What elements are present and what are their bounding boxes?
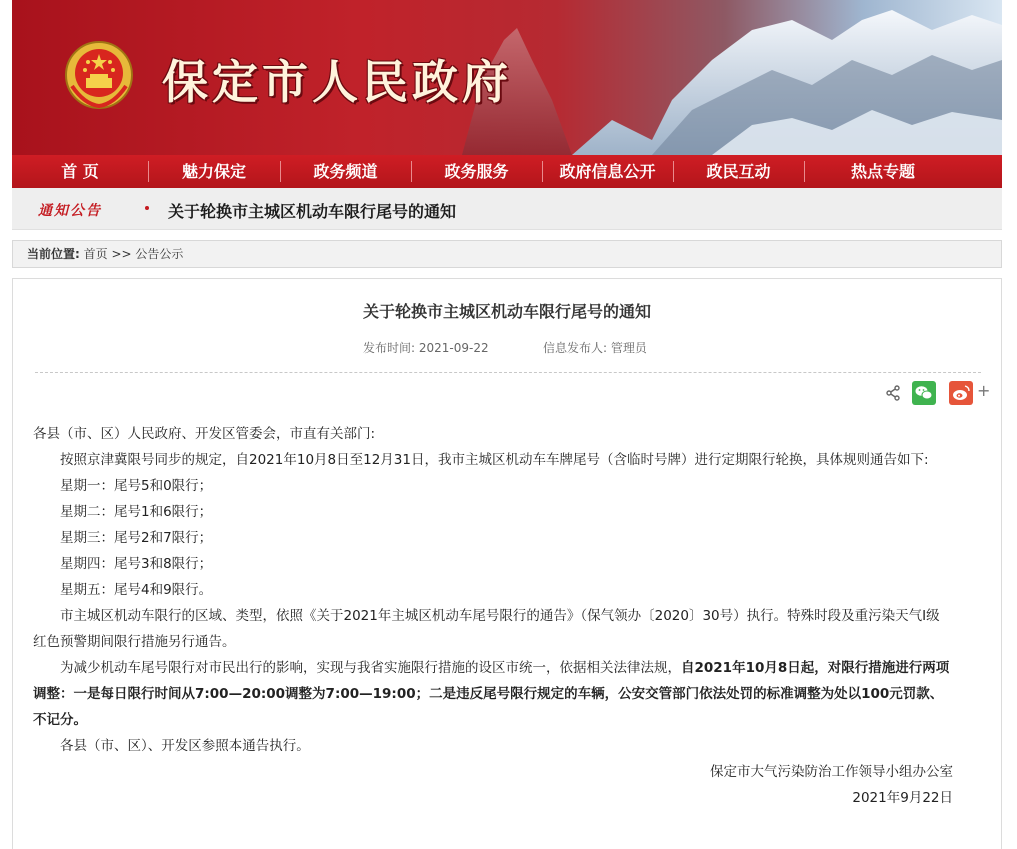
breadcrumb-separator: >> bbox=[111, 247, 132, 261]
breadcrumb-section-link[interactable]: 公告公示 bbox=[135, 247, 184, 261]
article-title: 关于轮换市主城区机动车限行尾号的通知 bbox=[362, 302, 651, 321]
national-emblem-icon bbox=[64, 40, 134, 110]
paragraph-3-bold-text: 自2021年10月8日起，对限行措施进行两项调整：一是每日限行时间从7:00—20:00调整为7:00—19:00；二是违反尾号限行规定的车辆，公安交管部门依法处罚的标准调整为处以100元罚款、不记分。 bbox=[33, 660, 950, 728]
nav-item-hot-topics[interactable]: 热点专题 bbox=[804, 155, 1002, 188]
article-container bbox=[12, 278, 1002, 849]
breadcrumb-home-link[interactable]: 首页 bbox=[83, 247, 108, 261]
main-nav bbox=[12, 155, 1002, 188]
schedule-friday: 星期五：尾号4和9限行。 bbox=[60, 582, 213, 598]
nav-item-info-disclosure[interactable]: 政府信息公开 bbox=[542, 155, 673, 188]
bullet-icon bbox=[145, 206, 149, 210]
paragraph-4: 各县（市、区）、开发区参照本通告执行。 bbox=[60, 738, 310, 754]
schedule-tuesday: 星期二：尾号1和6限行； bbox=[60, 504, 213, 520]
publisher bbox=[543, 339, 647, 356]
share-icon[interactable] bbox=[885, 385, 901, 401]
publisher-label: 信息发布人: bbox=[543, 341, 608, 355]
article-body bbox=[33, 421, 953, 811]
weibo-icon[interactable] bbox=[949, 381, 973, 405]
notice-link[interactable]: 关于轮换市主城区机动车限行尾号的通知 bbox=[168, 202, 457, 221]
site-title: 保定市人民政府 bbox=[162, 55, 512, 109]
wechat-icon[interactable] bbox=[912, 381, 936, 405]
nav-item-home[interactable]: 首 页 bbox=[61, 162, 99, 181]
nav-item-interaction[interactable]: 政民互动 bbox=[673, 155, 804, 188]
paragraph-1: 按照京津冀限号同步的规定，自2021年10月8日至12月31日，我市主城区机动车车牌尾号（含临时号牌）进行定期限行轮换，具体规则通告如下: bbox=[60, 452, 929, 468]
publish-time-value: 2021-09-22 bbox=[418, 341, 489, 355]
sign-date: 2021年9月22日 bbox=[852, 790, 953, 806]
salutation: 各县（市、区）人民政府、开发区管委会，市直有关部门: bbox=[33, 426, 376, 442]
publish-time bbox=[363, 339, 489, 356]
schedule-thursday: 星期四：尾号3和8限行； bbox=[60, 556, 213, 572]
nav-item-government-service[interactable]: 政务服务 bbox=[411, 155, 542, 188]
paragraph-3 bbox=[33, 655, 953, 733]
plus-icon[interactable]: + bbox=[977, 381, 991, 400]
notice-bar bbox=[12, 188, 1002, 230]
header-banner bbox=[12, 0, 1002, 155]
notice-tag: 通知公告 bbox=[38, 203, 102, 219]
breadcrumb bbox=[12, 240, 1002, 268]
schedule-monday: 星期一：尾号5和0限行； bbox=[60, 478, 213, 494]
schedule-wednesday: 星期三：尾号2和7限行； bbox=[60, 530, 213, 546]
signer: 保定市大气污染防治工作领导小组办公室 bbox=[710, 764, 953, 780]
publisher-value: 管理员 bbox=[610, 341, 647, 355]
divider bbox=[35, 372, 981, 373]
breadcrumb-label: 当前位置: bbox=[27, 247, 80, 261]
nav-item-government-channel[interactable]: 政务频道 bbox=[280, 155, 411, 188]
nav-item-charm-baoding[interactable]: 魅力保定 bbox=[148, 155, 280, 188]
paragraph-3-text: 为减少机动车尾号限行对市民出行的影响，实现与我省实施限行措施的设区市统一，依据相关法律法规， bbox=[60, 660, 681, 676]
publish-time-label: 发布时间: bbox=[363, 341, 416, 355]
paragraph-2: 市主城区机动车限行的区域、类型，依照《关于2021年主城区机动车尾号限行的通告》（保气领办〔2020〕30号）执行。特殊时段及重污染天气Ⅰ级红色预警期间限行措施另行通告。 bbox=[33, 608, 940, 650]
